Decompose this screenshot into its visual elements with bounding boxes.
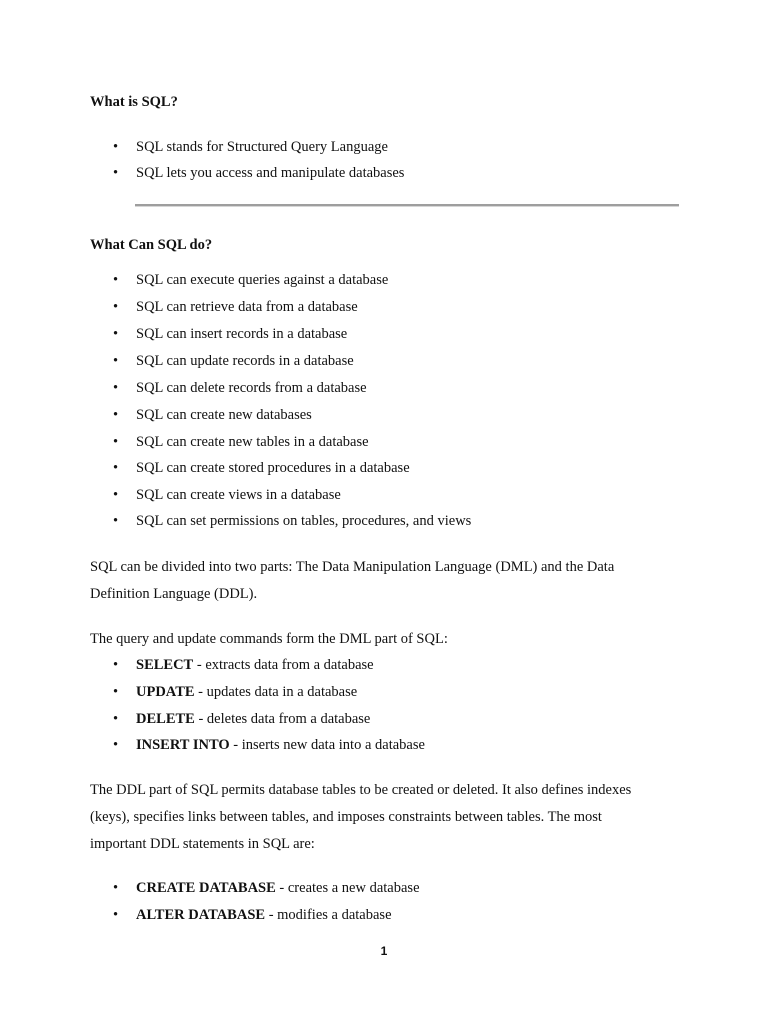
- bullet-icon: •: [113, 165, 119, 181]
- bullet-icon: •: [113, 513, 119, 529]
- section-heading-what-can-sql-do: What Can SQL do?: [90, 237, 213, 253]
- bullet-icon: •: [113, 407, 119, 423]
- list-item-text: SQL can create new databases: [136, 407, 312, 423]
- list-item-text: [136, 710, 370, 728]
- list-item-text: SQL stands for Structured Query Language: [136, 139, 388, 155]
- paragraph-line: Definition Language (DDL).: [90, 586, 258, 602]
- list-item-text: [136, 879, 420, 897]
- sql-command: ALTER DATABASE: [136, 907, 266, 923]
- bullet-icon: •: [113, 139, 119, 155]
- bullet-icon: •: [113, 657, 119, 673]
- command-description: - extracts data from a database: [193, 657, 374, 673]
- list-item-text: SQL can create views in a database: [136, 487, 341, 503]
- sql-command: SELECT: [136, 657, 194, 673]
- bullet-icon: •: [113, 880, 119, 896]
- list-item-text: SQL can create stored procedures in a database: [136, 460, 410, 476]
- paragraph-line: (keys), specifies links between tables, and imposes constraints between tables. The most: [90, 809, 602, 825]
- bullet-icon: •: [113, 380, 119, 396]
- paragraph-line: The DDL part of SQL permits database tables to be created or deleted. It also defines indexes: [90, 782, 632, 798]
- list-item-text: SQL can update records in a database: [136, 353, 354, 369]
- sql-command: INSERT INTO: [136, 737, 230, 753]
- list-item-text: SQL can retrieve data from a database: [136, 299, 358, 315]
- bullet-icon: •: [113, 711, 119, 727]
- sql-command: DELETE: [136, 711, 195, 727]
- command-description: - creates a new database: [275, 880, 420, 896]
- list-item-text: SQL can delete records from a database: [136, 380, 367, 396]
- dml-intro: The query and update commands form the DML part of SQL:: [90, 631, 448, 647]
- list-item-text: [136, 683, 357, 701]
- bullet-icon: •: [113, 487, 119, 503]
- command-description: - updates data in a database: [194, 684, 358, 700]
- sql-command: UPDATE: [136, 684, 195, 700]
- paragraph-line: SQL can be divided into two parts: The Data Manipulation Language (DML) and the Data: [90, 559, 615, 575]
- bullet-icon: •: [113, 353, 119, 369]
- bullet-icon: •: [113, 460, 119, 476]
- horizontal-divider: [135, 204, 679, 207]
- bullet-icon: •: [113, 737, 119, 753]
- list-item-text: SQL can set permissions on tables, procedures, and views: [136, 513, 472, 529]
- list-item-text: SQL can insert records in a database: [136, 326, 348, 342]
- paragraph-line: important DDL statements in SQL are:: [90, 836, 315, 852]
- page-number: 1: [380, 944, 388, 958]
- list-item-text: [136, 906, 392, 924]
- bullet-icon: •: [113, 684, 119, 700]
- command-description: - deletes data from a database: [194, 711, 371, 727]
- section-heading-what-is-sql: What is SQL?: [90, 94, 178, 110]
- list-item-text: SQL can execute queries against a database: [136, 272, 389, 288]
- bullet-icon: •: [113, 907, 119, 923]
- list-item-text: [136, 656, 374, 674]
- list-item-text: SQL lets you access and manipulate databases: [136, 165, 405, 181]
- sql-command: CREATE DATABASE: [136, 880, 276, 896]
- command-description: - inserts new data into a database: [229, 737, 425, 753]
- bullet-icon: •: [113, 434, 119, 450]
- bullet-icon: •: [113, 326, 119, 342]
- bullet-icon: •: [113, 272, 119, 288]
- list-item-text: [136, 736, 425, 754]
- list-item-text: SQL can create new tables in a database: [136, 434, 369, 450]
- command-description: - modifies a database: [265, 907, 392, 923]
- bullet-icon: •: [113, 299, 119, 315]
